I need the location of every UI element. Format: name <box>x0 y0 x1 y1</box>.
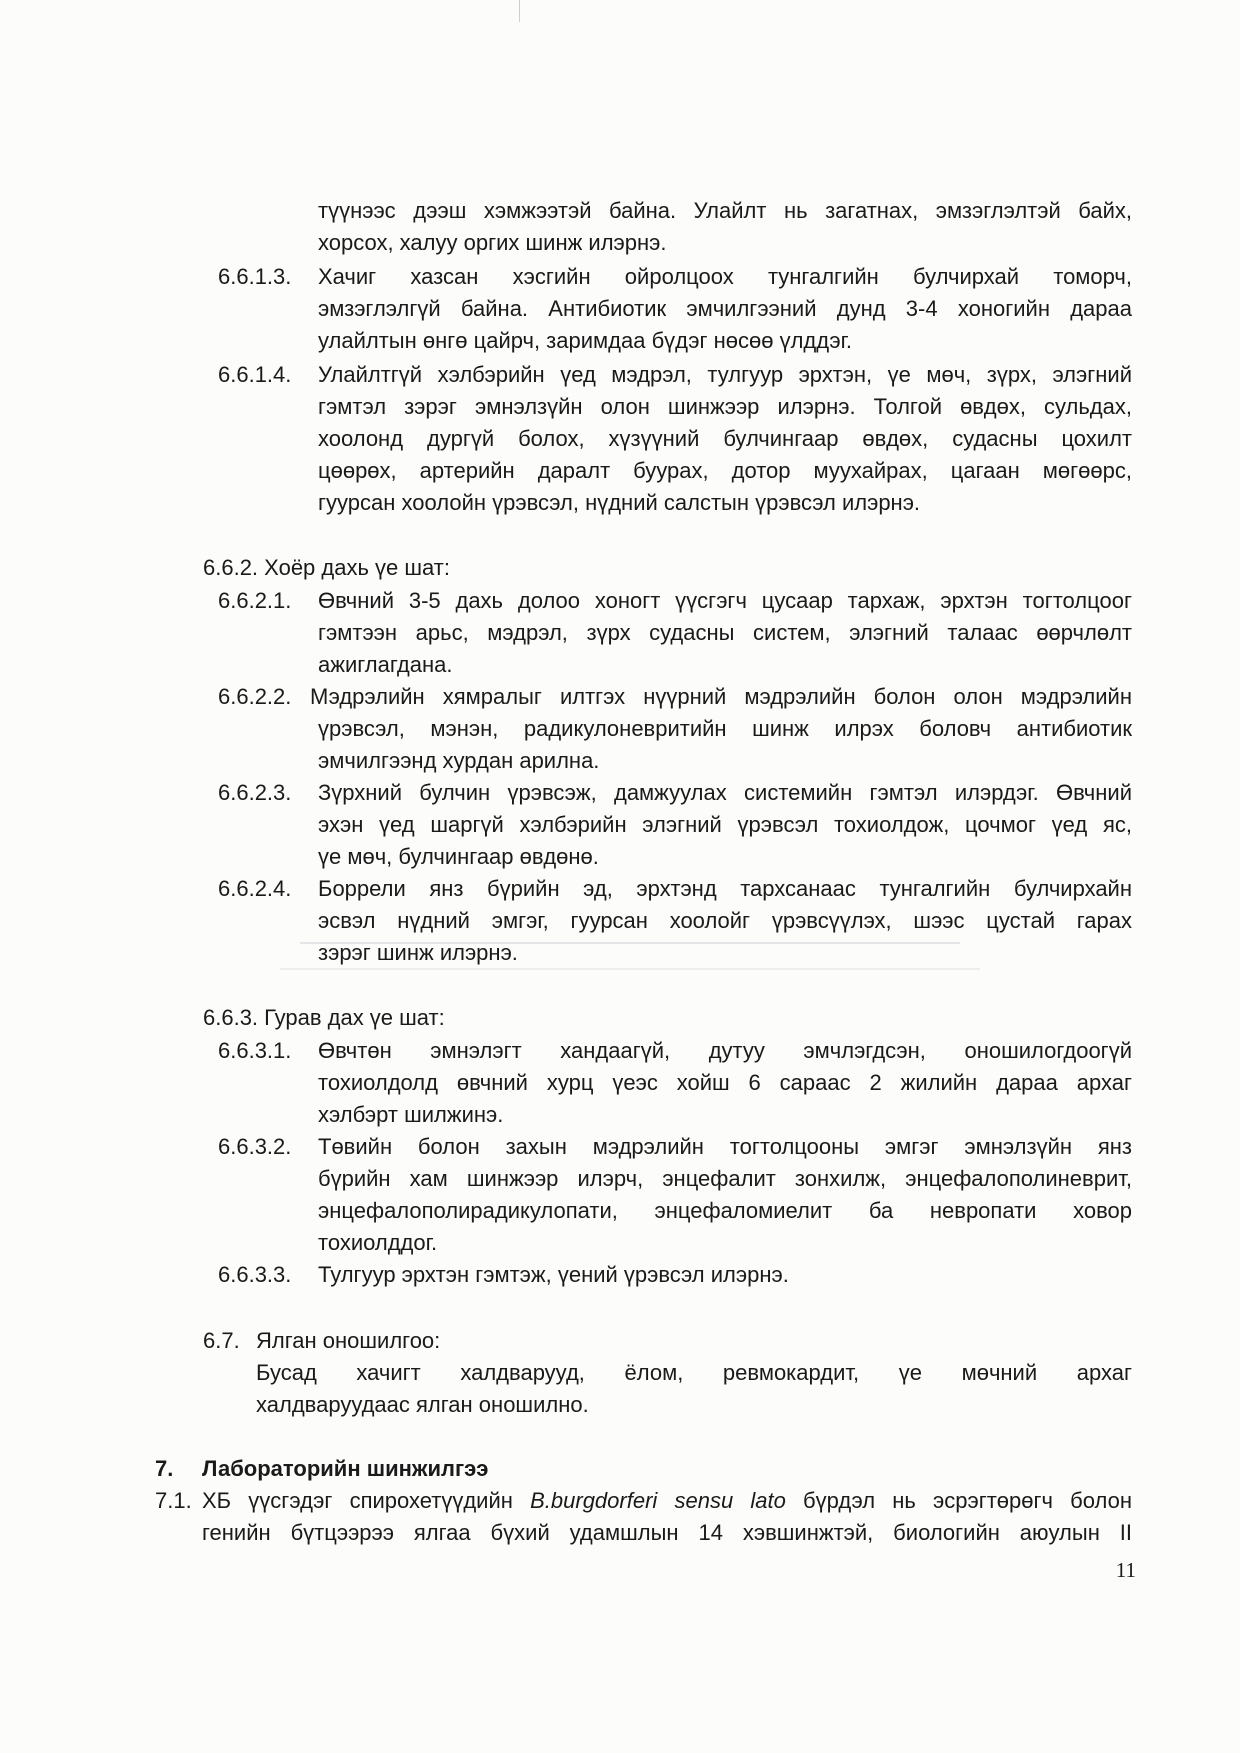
chapter-number: 7. <box>155 1456 174 1481</box>
paragraph-line: хорсох, халуу оргих шинж илэрнэ. <box>318 230 667 255</box>
item-number: 6.6.1.3. <box>218 264 292 289</box>
item-number: 6.6.3.2. <box>218 1134 292 1159</box>
chapter-heading: Лабораторийн шинжилгээ <box>202 1456 489 1481</box>
paragraph-line: Боррели янз бүрийн эд, эрхтэнд тархсанаас тунгалгийн булчирхайн <box>318 876 1132 901</box>
paragraph-line: хэлбэрт шилжинэ. <box>318 1102 504 1127</box>
item-number: 6.6.2.3. <box>218 780 292 805</box>
item-number: 6.6.2.1. <box>218 588 292 613</box>
text-run: ХБ үүсгэдэг спирохетүүдийн <box>202 1488 531 1513</box>
section-number: 6.7. <box>203 1328 240 1353</box>
species-name: B.burgdorferi sensu lato <box>530 1488 786 1513</box>
paragraph-line: Төвийн болон захын мэдрэлийн тогтолцооны эмгэг эмнэлзүйн янз <box>318 1134 1132 1159</box>
paragraph-line: Өвчний 3-5 дахь долоо хоногт үүсгэгч цусаар тархаж, эрхтэн тогтолцоог <box>318 588 1132 613</box>
paragraph-line: Тулгуур эрхтэн гэмтэж, үений үрэвсэл илэрнэ. <box>318 1262 789 1287</box>
paragraph-line: тохиолдолд өвчний хурц үеэс хойш 6 сараас 2 жилийн дараа архаг <box>318 1070 1132 1095</box>
text-run: бүрдэл нь эсрэгтөрөгч болон <box>785 1488 1133 1513</box>
paragraph-line: гуурсан хоолойн үрэвсэл, нүдний салстын үрэвсэл илэрнэ. <box>318 490 921 515</box>
item-number: 6.6.3.3. <box>218 1262 292 1287</box>
paragraph-line: хоолонд дургүй болох, хүзүүний булчингаар өвдөх, судасны цохилт <box>318 426 1132 451</box>
paragraph-line: Мэдрэлийн хямралыг илтгэх нүүрний мэдрэлийн болон олон мэдрэлийн <box>310 684 1132 709</box>
paragraph-line: генийн бүтцээрээ ялгаа бүхий удамшлын 14 хэвшинжтэй, биологийн аюулын II <box>202 1520 1132 1545</box>
paragraph-line: үе мөч, булчингаар өвдөнө. <box>318 844 599 869</box>
paragraph-line: бүрийн хам шинжээр илэрч, энцефалит зонхилж, энцефалополиневрит, <box>318 1166 1132 1191</box>
item-number: 6.6.3.1. <box>218 1038 292 1063</box>
item-number: 6.6.2.4. <box>218 876 292 901</box>
paragraph-line: Хачиг хазсан хэсгийн ойролцоох тунгалгийн булчирхай томорч, <box>318 264 1132 289</box>
paragraph-line: эмчилгээнд хурдан арилна. <box>318 748 600 773</box>
scan-artifact-line <box>519 0 520 22</box>
paragraph-line: Бусад хачигт халдварууд, ёлом, ревмокардит, үе мөчний архаг <box>256 1360 1132 1385</box>
paragraph-line: гэмтэл зэрэг эмнэлзүйн олон шинжээр илэрнэ. Толгой өвдөх, сульдах, <box>318 394 1132 419</box>
paragraph-line: улайлтын өнгө цайрч, заримдаа бүдэг нөсөө үлддэг. <box>318 328 853 353</box>
paragraph-line: ажиглагдана. <box>318 652 453 677</box>
item-number: 6.6.1.4. <box>218 362 292 387</box>
paragraph-line: Улайлтгүй хэлбэрийн үед мэдрэл, тулгуур эрхтэн, үе мөч, зүрх, элэгний <box>318 362 1132 387</box>
paragraph-line: тохиолддог. <box>318 1230 438 1255</box>
paragraph-line: халдваруудаас ялган оношилно. <box>256 1392 589 1417</box>
paragraph-line: цөөрөх, артерийн даралт буурах, дотор муухайрах, цагаан мөгөөрс, <box>318 458 1132 483</box>
paragraph-line <box>202 1486 1132 1516</box>
paragraph-line: эмзэглэлгүй байна. Антибиотик эмчилгээний дунд 3-4 хоногийн дараа <box>318 296 1132 321</box>
paragraph-line: түүнээс дээш хэмжээтэй байна. Улайлт нь загатнах, эмзэглэлтэй байх, <box>318 198 1132 223</box>
item-number: 6.6.2.2. <box>218 684 292 709</box>
item-number: 7.1. <box>155 1488 192 1513</box>
page-number: 11 <box>1115 1558 1136 1582</box>
paragraph-line: үрэвсэл, мэнэн, радикулоневритийн шинж илрэх боловч антибиотик <box>318 716 1132 741</box>
paragraph-line: Өвчтөн эмнэлэгт хандаагүй, дутуу эмчлэгдсэн, оношилогдоогүй <box>318 1038 1132 1063</box>
section-heading: 6.6.3. Гурав дах үе шат: <box>203 1005 445 1030</box>
paragraph-line: эсвэл нүдний эмгэг, гуурсан хоолойг үрэвсүүлэх, шээс цустай гарах <box>318 908 1132 933</box>
paragraph-line: Зүрхний булчин үрэвсэж, дамжуулах системийн гэмтэл илэрдэг. Өвчний <box>318 780 1132 805</box>
paragraph-line: гэмтээн арьс, мэдрэл, зүрх судасны систем, элэгний талаас өөрчлөлт <box>318 620 1132 645</box>
paragraph-line: зэрэг шинж илэрнэ. <box>318 940 518 965</box>
bleed-through-rule <box>280 968 980 970</box>
section-heading: Ялган оношилгоо: <box>256 1328 441 1353</box>
paragraph-line: энцефалополирадикулопати, энцефаломиелит ба невропати ховор <box>318 1198 1132 1223</box>
section-heading: 6.6.2. Хоёр дахь үе шат: <box>203 555 450 580</box>
paragraph-line: эхэн үед шаргүй хэлбэрийн элэгний үрэвсэл тохиолдож, цочмог үед яс, <box>318 812 1132 837</box>
